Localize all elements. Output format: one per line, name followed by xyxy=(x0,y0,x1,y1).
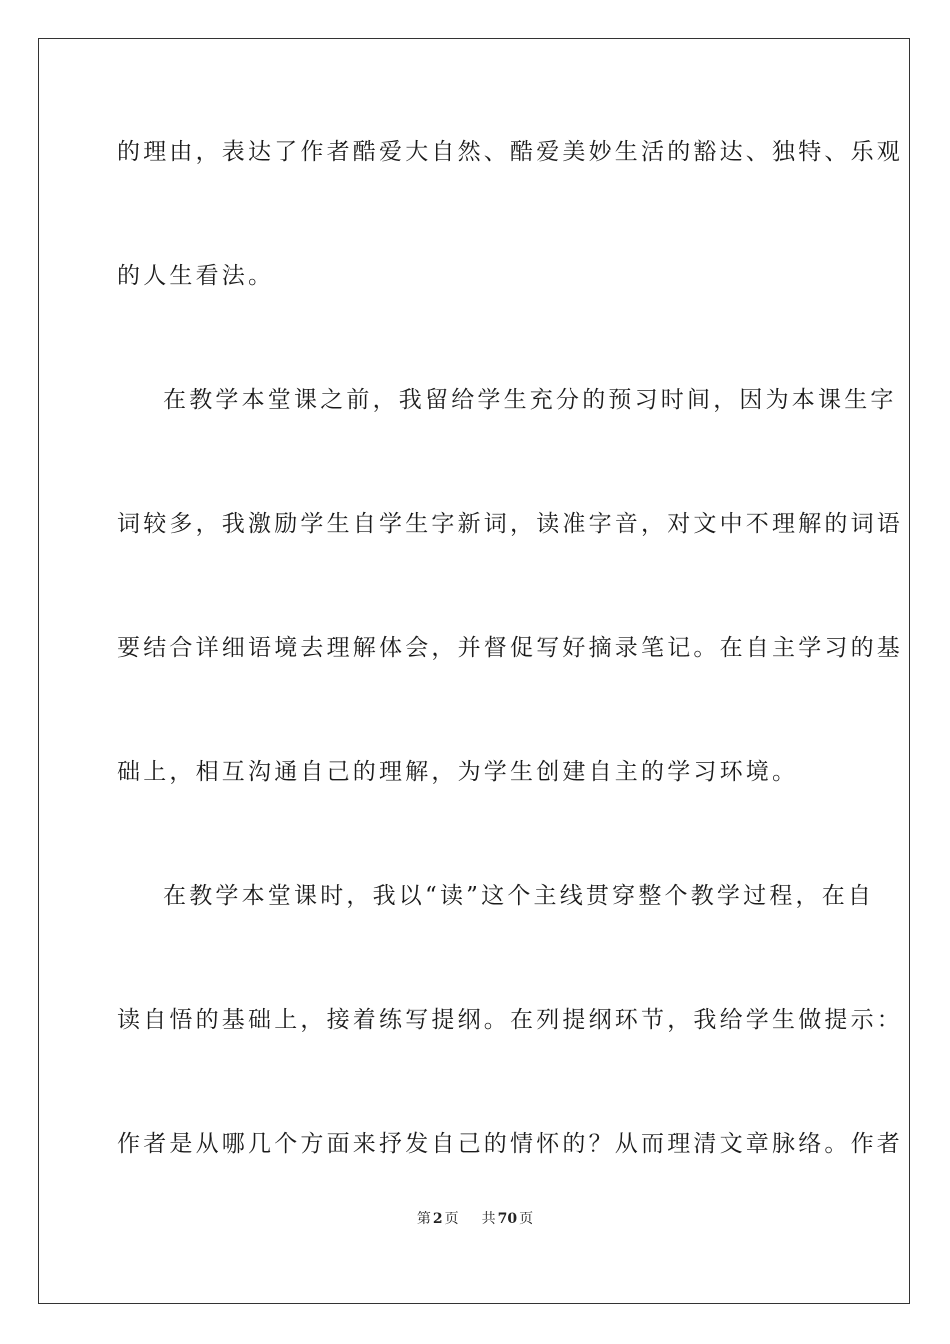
text-line-4: 词较多，我激励学生自学生字新词，读准字音，对文中不理解的词语 xyxy=(117,511,903,537)
text-line-8: 读自悟的基础上，接着练写提纲。在列提纲环节，我给学生做提示： xyxy=(117,1007,903,1033)
text-line-2: 的人生看法。 xyxy=(117,263,275,289)
text-line-5: 要结合详细语境去理解体会，并督促写好摘录笔记。在自主学习的基 xyxy=(117,635,903,661)
page-footer xyxy=(0,1208,950,1228)
page-prefix: 第 xyxy=(416,1211,431,1227)
text-line-7: 在教学本堂课时，我以“读”这个主线贯穿整个教学过程，在自 xyxy=(163,883,875,909)
text-line-9: 作者是从哪几个方面来抒发自己的情怀的？从而理清文章脉络。作者 xyxy=(117,1131,903,1157)
total-pages: 70 xyxy=(497,1211,518,1227)
page-suffix: 页 xyxy=(444,1211,459,1227)
text-line-6: 础上，相互沟通自己的理解，为学生创建自主的学习环境。 xyxy=(117,759,799,785)
text-line-3: 在教学本堂课之前，我留给学生充分的预习时间，因为本课生字 xyxy=(163,387,897,413)
document-body xyxy=(117,121,903,1237)
total-suffix: 页 xyxy=(519,1211,534,1227)
total-prefix: 共 xyxy=(481,1211,496,1227)
page-border xyxy=(38,38,910,1304)
text-line-1: 的理由，表达了作者酷爱大自然、酷爱美妙生活的豁达、独特、乐观 xyxy=(117,139,903,165)
page-number: 2 xyxy=(432,1211,443,1227)
